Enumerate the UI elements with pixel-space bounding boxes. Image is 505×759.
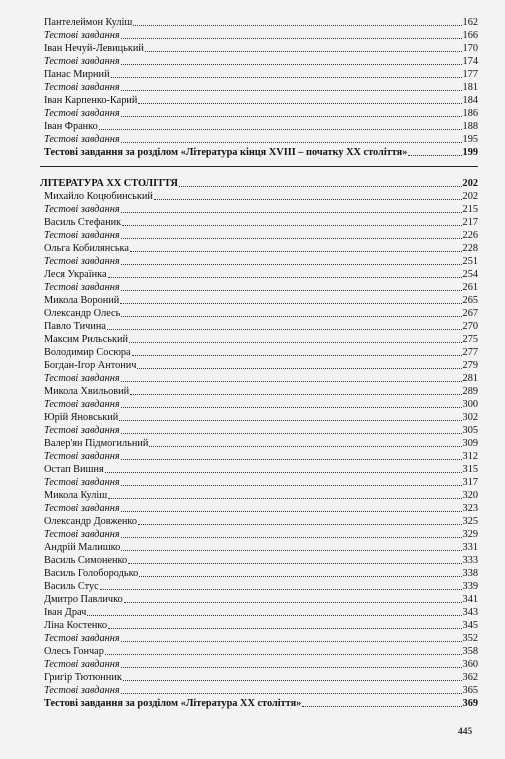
toc-entry-title: Іван Франко bbox=[44, 121, 98, 132]
toc-entry-page: 251 bbox=[462, 256, 478, 267]
toc-entry bbox=[40, 346, 478, 359]
dot-leader bbox=[121, 485, 462, 486]
toc-entry-page: 188 bbox=[462, 121, 478, 132]
toc-entry bbox=[40, 216, 478, 229]
dot-leader bbox=[105, 654, 462, 655]
toc-entry-title: Василь Стефаник bbox=[44, 217, 122, 228]
dot-leader bbox=[137, 368, 461, 369]
toc-entry bbox=[40, 606, 478, 619]
toc-entry-title: Тестові завдання bbox=[44, 659, 120, 670]
dot-leader bbox=[138, 524, 461, 525]
toc-entry-page: 338 bbox=[462, 568, 478, 579]
toc-entry-page: 177 bbox=[462, 69, 478, 80]
dot-leader bbox=[121, 142, 462, 143]
dot-leader bbox=[149, 446, 461, 447]
toc-entry-page: 333 bbox=[462, 555, 478, 566]
toc-entry-page: 289 bbox=[462, 386, 478, 397]
toc-entry bbox=[40, 437, 478, 450]
toc-entry-page: 202 bbox=[462, 178, 478, 189]
toc-entry-title: Олександр Довженко bbox=[44, 516, 138, 527]
dot-leader bbox=[139, 576, 461, 577]
toc-entry-page: 228 bbox=[462, 243, 478, 254]
toc-entry-page: 281 bbox=[462, 373, 478, 384]
toc-entry-page: 195 bbox=[462, 134, 478, 145]
toc-entry-page: 277 bbox=[462, 347, 478, 358]
toc-entry-page: 275 bbox=[462, 334, 478, 345]
toc-entry-page: 352 bbox=[462, 633, 478, 644]
toc-entry-page: 254 bbox=[462, 269, 478, 280]
toc-entry bbox=[40, 697, 478, 710]
toc-entry bbox=[40, 541, 478, 554]
table-of-contents bbox=[40, 16, 478, 710]
toc-entry-page: 320 bbox=[462, 490, 478, 501]
toc-entry bbox=[40, 632, 478, 645]
dot-leader bbox=[129, 342, 462, 343]
toc-entry-page: 300 bbox=[462, 399, 478, 410]
toc-entry-page: 267 bbox=[462, 308, 478, 319]
dot-leader bbox=[99, 129, 462, 130]
dot-leader bbox=[121, 238, 462, 239]
dot-leader bbox=[121, 64, 462, 65]
toc-entry-title: Тестові завдання bbox=[44, 633, 120, 644]
toc-entry-page: 162 bbox=[462, 17, 478, 28]
dot-leader bbox=[123, 680, 462, 681]
toc-entry-page: 166 bbox=[462, 30, 478, 41]
toc-entry-page: 339 bbox=[462, 581, 478, 592]
toc-entry bbox=[40, 107, 478, 120]
toc-entry-page: 341 bbox=[462, 594, 478, 605]
toc-entry-title: Тестові завдання bbox=[44, 134, 120, 145]
toc-entry bbox=[40, 450, 478, 463]
toc-entry-title: ЛІТЕРАТУРА XX СТОЛІТТЯ bbox=[40, 178, 178, 189]
toc-entry-page: 343 bbox=[462, 607, 478, 618]
toc-entry bbox=[40, 333, 478, 346]
dot-leader bbox=[107, 329, 462, 330]
toc-entry-page: 309 bbox=[462, 438, 478, 449]
dot-leader bbox=[100, 589, 462, 590]
dot-leader bbox=[130, 394, 461, 395]
toc-entry-page: 360 bbox=[462, 659, 478, 670]
toc-entry bbox=[40, 190, 478, 203]
toc-entry-page: 279 bbox=[462, 360, 478, 371]
toc-entry-title: Леся Українка bbox=[44, 269, 107, 280]
toc-entry-title: Володимир Сосюра bbox=[44, 347, 131, 358]
page-number: 445 bbox=[458, 727, 473, 737]
toc-entry-title: Іван Карпенко-Карий bbox=[44, 95, 138, 106]
section-divider bbox=[40, 166, 478, 167]
toc-entry bbox=[40, 320, 478, 333]
dot-leader bbox=[121, 381, 462, 382]
toc-entry bbox=[40, 476, 478, 489]
toc-entry-title: Тестові завдання bbox=[44, 425, 120, 436]
toc-entry-page: 170 bbox=[462, 43, 478, 54]
toc-entry bbox=[40, 133, 478, 146]
toc-entry-title: Тестові завдання bbox=[44, 30, 120, 41]
toc-entry-title: Валер'ян Підмогильний bbox=[44, 438, 149, 449]
toc-entry bbox=[40, 81, 478, 94]
toc-entry-title: Тестові завдання bbox=[44, 503, 120, 514]
toc-entry bbox=[40, 120, 478, 133]
toc-entry bbox=[40, 671, 478, 684]
toc-entry-page: 312 bbox=[462, 451, 478, 462]
toc-entry-page: 261 bbox=[462, 282, 478, 293]
toc-entry bbox=[40, 29, 478, 42]
dot-leader bbox=[133, 25, 461, 26]
dot-leader bbox=[121, 264, 462, 265]
toc-entry bbox=[40, 528, 478, 541]
dot-leader bbox=[87, 615, 461, 616]
toc-entry-title: Дмитро Павличко bbox=[44, 594, 123, 605]
toc-entry-page: 215 bbox=[462, 204, 478, 215]
toc-entry-title: Василь Стус bbox=[44, 581, 99, 592]
toc-entry-page: 317 bbox=[462, 477, 478, 488]
toc-entry-page: 174 bbox=[462, 56, 478, 67]
toc-heading bbox=[40, 177, 478, 190]
toc-entry bbox=[40, 255, 478, 268]
toc-entry-page: 226 bbox=[462, 230, 478, 241]
dot-leader bbox=[121, 90, 462, 91]
toc-entry bbox=[40, 593, 478, 606]
dot-leader bbox=[121, 212, 462, 213]
dot-leader bbox=[105, 472, 462, 473]
toc-entry-title: Микола Куліш bbox=[44, 490, 108, 501]
toc-entry bbox=[40, 463, 478, 476]
toc-entry-title: Микола Хвильовий bbox=[44, 386, 130, 397]
toc-entry bbox=[40, 424, 478, 437]
dot-leader bbox=[122, 225, 461, 226]
toc-entry-title: Тестові завдання bbox=[44, 477, 120, 488]
toc-entry-title: Тестові завдання bbox=[44, 373, 120, 384]
toc-entry bbox=[40, 294, 478, 307]
toc-entry-title: Тестові завдання bbox=[44, 82, 120, 93]
toc-entry-title: Тестові завдання за розділом «Література XX століття» bbox=[44, 698, 302, 709]
dot-leader bbox=[108, 277, 462, 278]
toc-entry-title: Григір Тютюнник bbox=[44, 672, 122, 683]
toc-entry-title: Василь Симоненко bbox=[44, 555, 128, 566]
toc-entry-title: Ольга Кобилянська bbox=[44, 243, 129, 254]
toc-entry-title: Тестові завдання за розділом «Література кінця XVIII – початку XX століття» bbox=[44, 147, 408, 158]
toc-entry-title: Юрій Яновський bbox=[44, 412, 119, 423]
dot-leader bbox=[145, 51, 462, 52]
toc-entry-page: 184 bbox=[462, 95, 478, 106]
toc-entry-page: 181 bbox=[462, 82, 478, 93]
toc-entry-page: 323 bbox=[462, 503, 478, 514]
toc-entry-page: 365 bbox=[462, 685, 478, 696]
toc-entry-title: Тестові завдання bbox=[44, 685, 120, 696]
toc-entry-page: 369 bbox=[462, 698, 478, 709]
toc-entry-title: Михайло Коцюбинський bbox=[44, 191, 153, 202]
toc-entry-title: Олександр Олесь bbox=[44, 308, 121, 319]
toc-entry bbox=[40, 42, 478, 55]
toc-entry-page: 270 bbox=[462, 321, 478, 332]
toc-entry bbox=[40, 146, 478, 159]
toc-entry-page: 265 bbox=[462, 295, 478, 306]
toc-entry-title: Тестові завдання bbox=[44, 56, 120, 67]
toc-entry-title: Олесь Гончар bbox=[44, 646, 104, 657]
toc-entry-page: 305 bbox=[462, 425, 478, 436]
toc-entry-page: 302 bbox=[462, 412, 478, 423]
toc-entry-title: Тестові завдання bbox=[44, 529, 120, 540]
dot-leader bbox=[130, 251, 462, 252]
dot-leader bbox=[154, 199, 462, 200]
toc-entry-title: Павло Тичина bbox=[44, 321, 106, 332]
toc-entry-page: 325 bbox=[462, 516, 478, 527]
toc-entry bbox=[40, 281, 478, 294]
dot-leader bbox=[132, 355, 462, 356]
toc-entry bbox=[40, 268, 478, 281]
toc-entry-title: Тестові завдання bbox=[44, 282, 120, 293]
toc-entry bbox=[40, 203, 478, 216]
toc-entry-title: Пантелеймон Куліш bbox=[44, 17, 133, 28]
toc-entry-title: Тестові завдання bbox=[44, 108, 120, 119]
dot-leader bbox=[179, 186, 462, 187]
toc-entry-title: Панас Мирний bbox=[44, 69, 110, 80]
dot-leader bbox=[108, 628, 462, 629]
dot-leader bbox=[124, 602, 462, 603]
toc-entry-title: Тестові завдання bbox=[44, 399, 120, 410]
toc-entry bbox=[40, 55, 478, 68]
toc-entry-title: Андрій Малишко bbox=[44, 542, 121, 553]
toc-entry-page: 362 bbox=[462, 672, 478, 683]
dot-leader bbox=[121, 641, 462, 642]
toc-entry bbox=[40, 16, 478, 29]
toc-entry bbox=[40, 554, 478, 567]
toc-entry bbox=[40, 619, 478, 632]
toc-entry-title: Тестові завдання bbox=[44, 204, 120, 215]
toc-entry bbox=[40, 658, 478, 671]
toc-entry bbox=[40, 411, 478, 424]
toc-entry bbox=[40, 580, 478, 593]
dot-leader bbox=[121, 316, 461, 317]
toc-entry-page: 329 bbox=[462, 529, 478, 540]
toc-entry bbox=[40, 242, 478, 255]
toc-entry bbox=[40, 515, 478, 528]
dot-leader bbox=[302, 706, 461, 707]
toc-entry-title: Максим Рильський bbox=[44, 334, 129, 345]
dot-leader bbox=[121, 407, 462, 408]
toc-entry-page: 199 bbox=[462, 147, 478, 158]
toc-entry-page: 331 bbox=[462, 542, 478, 553]
toc-entry-title: Богдан-Ігор Антонич bbox=[44, 360, 137, 371]
dot-leader bbox=[121, 38, 462, 39]
toc-entry-page: 202 bbox=[462, 191, 478, 202]
dot-leader bbox=[121, 537, 462, 538]
dot-leader bbox=[121, 511, 462, 512]
toc-entry-page: 186 bbox=[462, 108, 478, 119]
toc-entry-title: Остап Вишня bbox=[44, 464, 104, 475]
dot-leader bbox=[111, 77, 462, 78]
toc-entry-page: 345 bbox=[462, 620, 478, 631]
dot-leader bbox=[119, 420, 461, 421]
dot-leader bbox=[121, 433, 462, 434]
toc-section-1 bbox=[40, 16, 478, 159]
toc-entry bbox=[40, 385, 478, 398]
toc-entry-title: Тестові завдання bbox=[44, 451, 120, 462]
toc-entry bbox=[40, 229, 478, 242]
toc-section-2 bbox=[40, 177, 478, 710]
toc-entry bbox=[40, 307, 478, 320]
toc-entry-title: Тестові завдання bbox=[44, 256, 120, 267]
dot-leader bbox=[121, 693, 462, 694]
toc-entry-title: Ліна Костенко bbox=[44, 620, 108, 631]
dot-leader bbox=[121, 667, 462, 668]
toc-entry-title: Тестові завдання bbox=[44, 230, 120, 241]
toc-entry bbox=[40, 502, 478, 515]
toc-entry-page: 217 bbox=[462, 217, 478, 228]
dot-leader bbox=[121, 290, 462, 291]
dot-leader bbox=[121, 459, 462, 460]
dot-leader bbox=[120, 303, 461, 304]
dot-leader bbox=[121, 550, 461, 551]
dot-leader bbox=[128, 563, 461, 564]
dot-leader bbox=[408, 155, 461, 156]
dot-leader bbox=[138, 103, 461, 104]
toc-entry-title: Іван Драч bbox=[44, 607, 87, 618]
toc-entry-page: 358 bbox=[462, 646, 478, 657]
toc-entry bbox=[40, 372, 478, 385]
dot-leader bbox=[108, 498, 461, 499]
toc-entry-title: Василь Голобородько bbox=[44, 568, 139, 579]
toc-entry-title: Микола Вороний bbox=[44, 295, 120, 306]
toc-entry-page: 315 bbox=[462, 464, 478, 475]
toc-entry bbox=[40, 645, 478, 658]
toc-entry bbox=[40, 489, 478, 502]
toc-entry bbox=[40, 68, 478, 81]
toc-entry bbox=[40, 398, 478, 411]
dot-leader bbox=[121, 116, 462, 117]
toc-entry bbox=[40, 567, 478, 580]
toc-entry bbox=[40, 359, 478, 372]
toc-entry-title: Іван Нечуй-Левицький bbox=[44, 43, 144, 54]
toc-entry bbox=[40, 94, 478, 107]
toc-entry bbox=[40, 684, 478, 697]
